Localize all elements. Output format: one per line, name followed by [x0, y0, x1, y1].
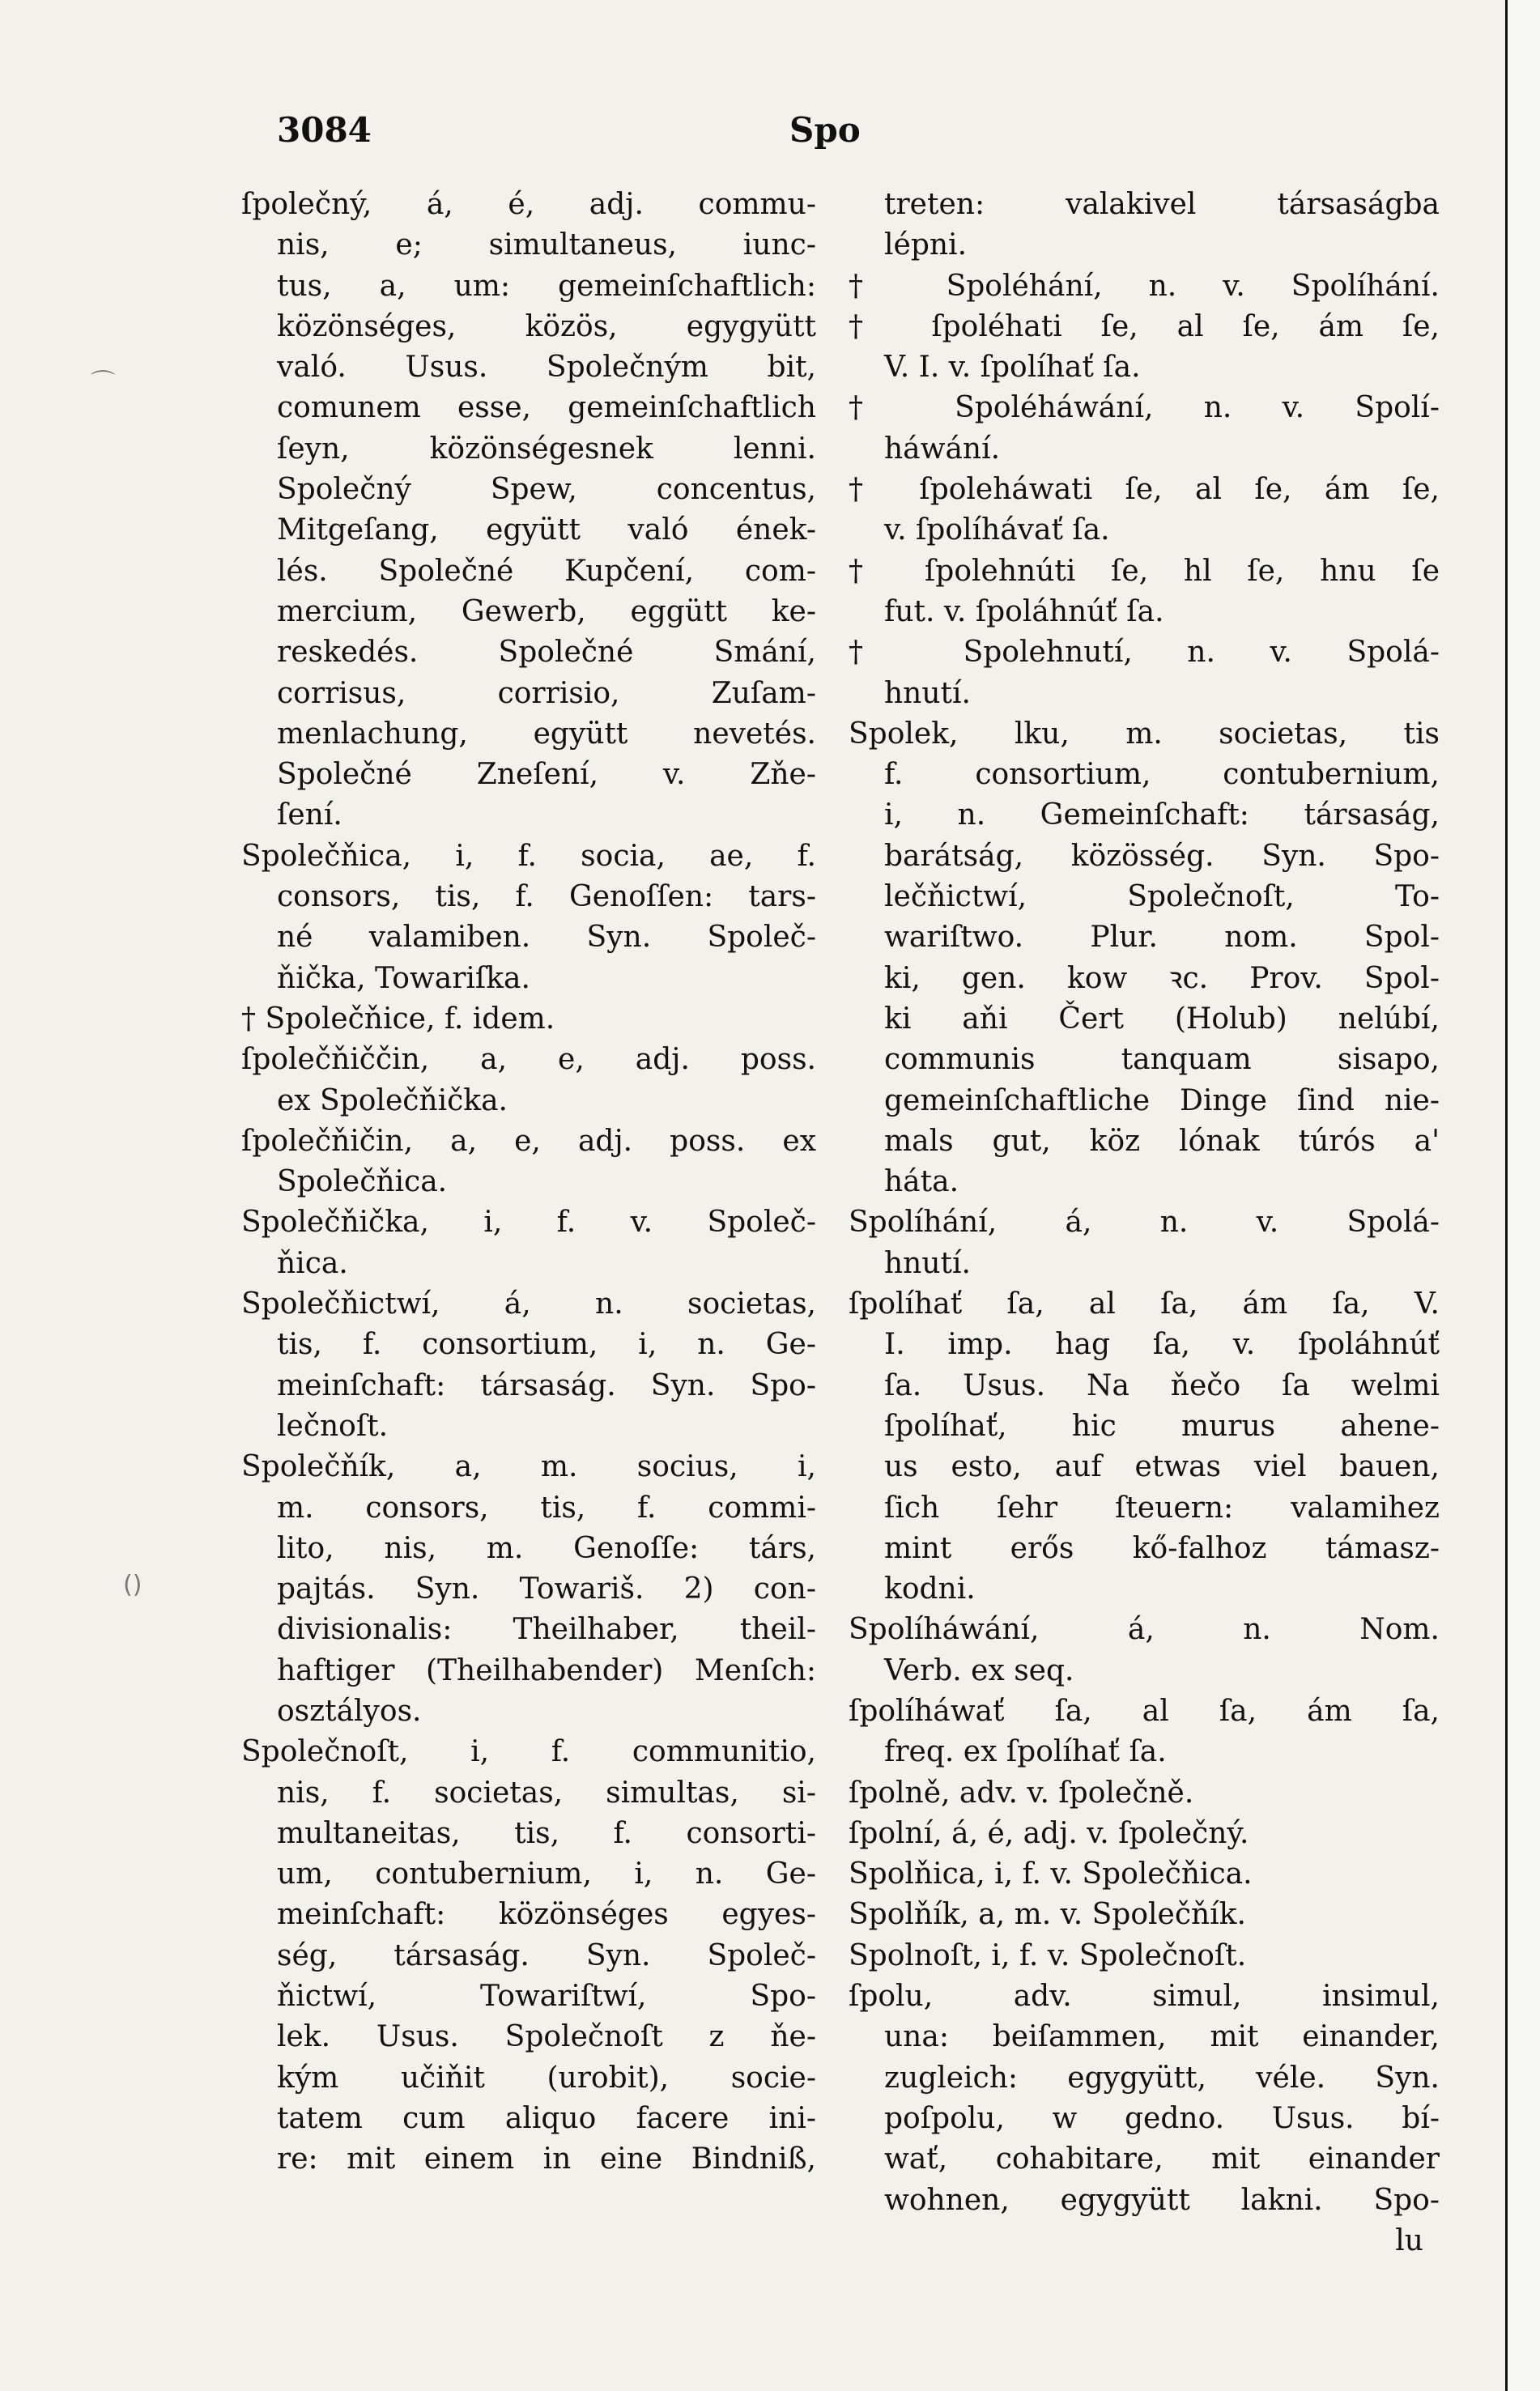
entry-line: Společňica, i, f. socia, ae, f. — [241, 839, 816, 873]
entry-line: ňica. — [277, 1246, 348, 1280]
entry-line: ſpolně, adv. v. ſpolečně. — [849, 1776, 1194, 1810]
entry-line: † Spoléhání, n. v. Spolíhání. — [849, 269, 1440, 303]
entry-line: † ſpoleháwati ſe, al ſe, ám ſe, — [849, 473, 1440, 507]
entry-line: i, n. Gemeinſchaft: társaság, — [884, 798, 1440, 832]
entry-line: hnutí. — [884, 1246, 971, 1280]
entry-line: Společňica. — [277, 1165, 448, 1199]
entry-line: poſpolu, w gedno. Usus. bí- — [884, 2101, 1440, 2135]
entry-line: kodni. — [884, 1572, 976, 1606]
margin-mark: ⌒ — [91, 369, 115, 398]
entry-line: una: beiſammen, mit einander, — [884, 2020, 1440, 2054]
entry-line: meinſchaft: közönséges egyes- — [277, 1898, 816, 1932]
entry-line: menlachung, együtt nevetés. — [277, 717, 816, 751]
entry-line: ki aňi Čert (Holub) nelúbí, — [884, 1002, 1440, 1036]
entry-line: ſa. Usus. Na ňečo ſa welmi — [884, 1368, 1440, 1402]
entry-line: ſich ſehr ſteuern: valamihez — [884, 1491, 1440, 1525]
entry-line: mercium, Gewerb, eggütt ke- — [277, 594, 816, 628]
entry-line: ex Společňička. — [277, 1083, 508, 1117]
entry-line: Spolek, lku, m. societas, tis — [849, 717, 1440, 751]
entry-line: háta. — [884, 1165, 959, 1199]
entry-line: ſení. — [277, 798, 342, 832]
entry-line: közönséges, közös, egygyütt — [277, 309, 816, 343]
entry-line: wať, cohabitare, mit einander — [884, 2142, 1440, 2176]
entry-line: lés. Společné Kupčení, com- — [277, 554, 816, 588]
entry-line: ſpolíhať, hic murus ahene- — [884, 1409, 1440, 1443]
entry-line: kým učiňit (urobit), socie- — [277, 2061, 816, 2095]
entry-line: lek. Usus. Společnoſt z ňe- — [277, 2020, 816, 2054]
entry-line: Společňička, i, f. v. Společ- — [241, 1206, 816, 1240]
entry-line: wohnen, egygyütt lakni. Spo- — [884, 2183, 1440, 2217]
entry-line: lečňictwí, Společnoſt, To- — [884, 880, 1440, 914]
entry-line: fut. v. ſpoláhnúť ſa. — [884, 594, 1164, 628]
entry-line: Spolíhání, á, n. v. Spolá- — [849, 1206, 1440, 1240]
entry-line: mint erős kő-falhoz támasz- — [884, 1531, 1440, 1565]
entry-line: v. ſpolíhávať ſa. — [884, 513, 1110, 547]
entry-line: um, contubernium, i, n. Ge- — [277, 1857, 816, 1891]
entry-line: ki, gen. kow ꝛc. Prov. Spol- — [884, 961, 1440, 995]
entry-line: Společný Spew, concentus, — [277, 473, 816, 507]
entry-line: † ſpolehnúti ſe, hl ſe, hnu ſe — [849, 554, 1440, 588]
entry-line: ſpolečný, á, é, adj. commu- — [241, 188, 816, 221]
entry-line: wariſtwo. Plur. nom. Spol- — [884, 921, 1440, 955]
entry-line: us esto, auf etwas viel bauen, — [884, 1450, 1440, 1484]
entry-line: ſpolní, á, é, adj. v. ſpolečný. — [849, 1816, 1249, 1850]
entry-line: lečnoſt. — [277, 1409, 389, 1443]
entry-line: Spolňík, a, m. v. Společňík. — [849, 1898, 1246, 1932]
left-column — [241, 185, 816, 2180]
entry-line: gemeinſchaftliche Dinge ſind nie- — [884, 1083, 1440, 1117]
margin-mark: () — [123, 1571, 143, 1599]
entry-line: né valamiben. Syn. Společ- — [277, 921, 816, 955]
entry-line: ſpolu, adv. simul, insimul, — [849, 1980, 1440, 2014]
running-head: Spo — [789, 110, 861, 150]
entry-line: ňička, Towariſka. — [277, 961, 530, 995]
entry-line: ſpolíháwať ſa, al ſa, ám ſa, — [849, 1694, 1440, 1728]
entry-line: ség, társaság. Syn. Společ- — [277, 1938, 816, 1972]
right-column — [849, 185, 1440, 2261]
entry-line: ſeyn, közönségesnek lenni. — [277, 432, 816, 466]
entry-line: tus, a, um: gemeinſchaftlich: — [277, 269, 816, 303]
entry-line: hnutí. — [884, 676, 971, 710]
entry-line: comunem esse, gemeinſchaftlich — [277, 391, 816, 425]
entry-line: lépni. — [884, 228, 968, 262]
entry-line: zugleich: egygyütt, véle. Syn. — [884, 2061, 1440, 2095]
entry-line: m. consors, tis, f. commi- — [277, 1491, 816, 1525]
entry-line: tatem cum aliquo facere ini- — [277, 2101, 816, 2135]
entry-line: ſpolečňiččin, a, e, adj. poss. — [241, 1043, 816, 1077]
catchword: lu — [1395, 2223, 1423, 2257]
entry-line: Společnoſt, i, f. communitio, — [241, 1735, 816, 1769]
entry-line: multaneitas, tis, f. consorti- — [277, 1816, 816, 1850]
entry-line: lito, nis, m. Genoſſe: társ, — [277, 1531, 816, 1565]
entry-line: Spolnoſt, i, f. v. Společnoſt. — [849, 1938, 1247, 1972]
entry-line: osztályos. — [277, 1694, 422, 1728]
entry-line: re: mit einem in eine Bindniß, — [277, 2142, 816, 2176]
entry-line: nis, f. societas, simultas, si- — [277, 1776, 816, 1810]
entry-line: ſpolečňičin, a, e, adj. poss. ex — [241, 1124, 816, 1158]
entry-line: Mitgeſang, együtt való ének- — [277, 513, 816, 547]
entry-line: corrisus, corrisio, Zuſam- — [277, 676, 816, 710]
entry-line: ſpolíhať ſa, al ſa, ám ſa, V. — [849, 1287, 1440, 1321]
entry-line: háwání. — [884, 432, 1001, 466]
entry-line: consors, tis, f. Genoſſen: tars- — [277, 880, 816, 914]
entry-line: Společňík, a, m. socius, i, — [241, 1450, 816, 1484]
entry-line: treten: valakivel társaságba — [884, 188, 1440, 221]
entry-line: való. Usus. Společným bit, — [277, 351, 816, 385]
entry-line: Spolíháwání, á, n. Nom. — [849, 1613, 1440, 1647]
entry-line: † Spoléháwání, n. v. Spolí- — [849, 391, 1440, 425]
entry-line: f. consortium, contubernium, — [884, 758, 1440, 792]
entry-line: Společňictwí, á, n. societas, — [241, 1287, 816, 1321]
entry-line: I. imp. hag ſa, v. ſpoláhnúť — [884, 1328, 1440, 1362]
entry-line: Spolňica, i, f. v. Společňica. — [849, 1857, 1253, 1891]
entry-line: † Spolehnutí, n. v. Spolá- — [849, 636, 1440, 670]
entry-line: † ſpoléhati ſe, al ſe, ám ſe, — [849, 309, 1440, 343]
entry-line: Verb. ex seq. — [884, 1653, 1074, 1687]
entry-line: communis tanquam sisapo, — [884, 1043, 1440, 1077]
entry-line: V. I. v. ſpolíhať ſa. — [884, 351, 1141, 385]
entry-line: barátság, közösség. Syn. Spo- — [884, 839, 1440, 873]
entry-line: reskedés. Společné Smání, — [277, 636, 816, 670]
entry-line: meinſchaft: társaság. Syn. Spo- — [277, 1368, 816, 1402]
entry-line: divisionalis: Theilhaber, theil- — [277, 1613, 816, 1647]
entry-line: nis, e; simultaneus, iunc- — [277, 228, 816, 262]
entry-line: Společné Zneſení, v. Zňe- — [277, 758, 816, 792]
page-number: 3084 — [277, 110, 372, 150]
entry-line: tis, f. consortium, i, n. Ge- — [277, 1328, 816, 1362]
entry-line: mals gut, köz lónak túrós a' — [884, 1124, 1440, 1158]
entry-line: ňictwí, Towariſtwí, Spo- — [277, 1980, 816, 2014]
adjacent-page-edge — [1505, 0, 1540, 2391]
entry-line: freq. ex ſpolíhať ſa. — [884, 1735, 1167, 1769]
entry-line: † Společňice, f. idem. — [241, 1002, 555, 1036]
entry-line: haftiger (Theilhabender) Menſch: — [277, 1653, 816, 1687]
entry-line: pajtás. Syn. Towariš. 2) con- — [277, 1572, 816, 1606]
